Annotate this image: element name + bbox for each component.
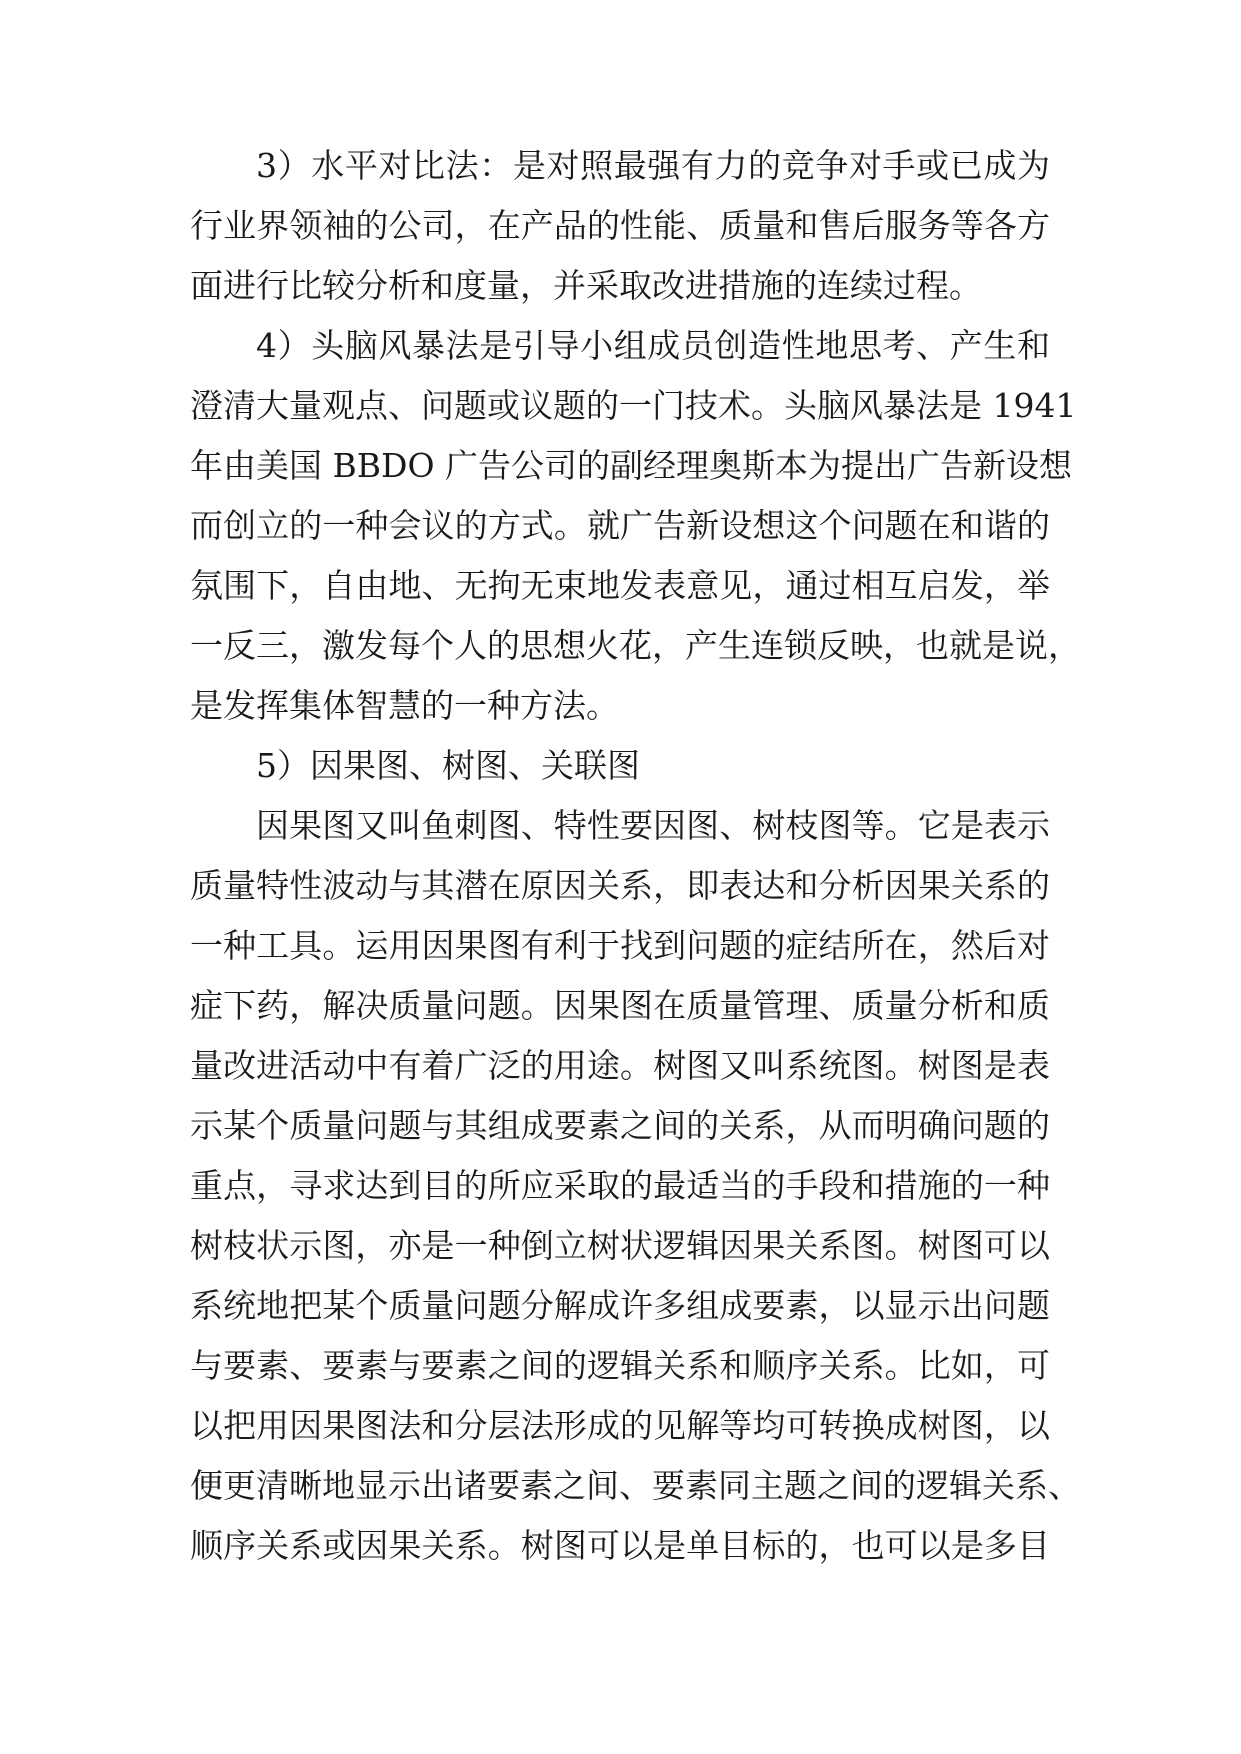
text-line: 质量特性波动与其潜在原因关系，即表达和分析因果关系的	[190, 866, 1050, 905]
text-line: 面进行比较分析和度量，并采取改进措施的连续过程。	[190, 266, 982, 305]
text-line: 树枝状示图，亦是一种倒立树状逻辑因果关系图。树图可以	[190, 1226, 1050, 1265]
text-line: 症下药，解决质量问题。因果图在质量管理、质量分析和质	[190, 986, 1050, 1025]
text-line: 便更清晰地显示出诸要素之间、要素同主题之间的逻辑关系、	[190, 1466, 1081, 1505]
text-line: 一反三，激发每个人的思想火花，产生连锁反映，也就是说，	[190, 626, 1081, 665]
text-line: 量改进活动中有着广泛的用途。树图又叫系统图。树图是表	[190, 1046, 1050, 1085]
text-line: 因果图又叫鱼刺图、特性要因图、树枝图等。它是表示	[256, 806, 1050, 845]
text-line: 行业界领袖的公司，在产品的性能、质量和售后服务等各方	[190, 206, 1050, 245]
text-line: 4）头脑风暴法是引导小组成员创造性地思考、产生和	[256, 326, 1050, 365]
text-line: 澄清大量观点、问题或议题的一门技术。头脑风暴法是 1941	[190, 386, 1077, 425]
text-line: 3）水平对比法：是对照最强有力的竞争对手或已成为	[256, 146, 1050, 185]
text-line: 示某个质量问题与其组成要素之间的关系，从而明确问题的	[190, 1106, 1050, 1145]
text-line: 重点，寻求达到目的所应采取的最适当的手段和措施的一种	[190, 1166, 1050, 1205]
text-line: 是发挥集体智慧的一种方法。	[190, 686, 619, 725]
text-line: 系统地把某个质量问题分解成许多组成要素，以显示出问题	[190, 1286, 1050, 1325]
text-line: 一种工具。运用因果图有利于找到问题的症结所在，然后对	[190, 926, 1050, 965]
text-line: 氛围下，自由地、无拘无束地发表意见，通过相互启发，举	[190, 566, 1050, 605]
text-line: 以把用因果图法和分层法形成的见解等均可转换成树图，以	[190, 1406, 1050, 1445]
text-line: 顺序关系或因果关系。树图可以是单目标的，也可以是多目	[190, 1526, 1050, 1565]
text-line: 与要素、要素与要素之间的逻辑关系和顺序关系。比如，可	[190, 1346, 1050, 1385]
text-line: 年由美国 BBDO 广告公司的副经理奥斯本为提出广告新设想	[190, 446, 1072, 485]
section-heading: 5）因果图、树图、关联图	[256, 746, 640, 785]
text-line: 而创立的一种会议的方式。就广告新设想这个问题在和谐的	[190, 506, 1050, 545]
